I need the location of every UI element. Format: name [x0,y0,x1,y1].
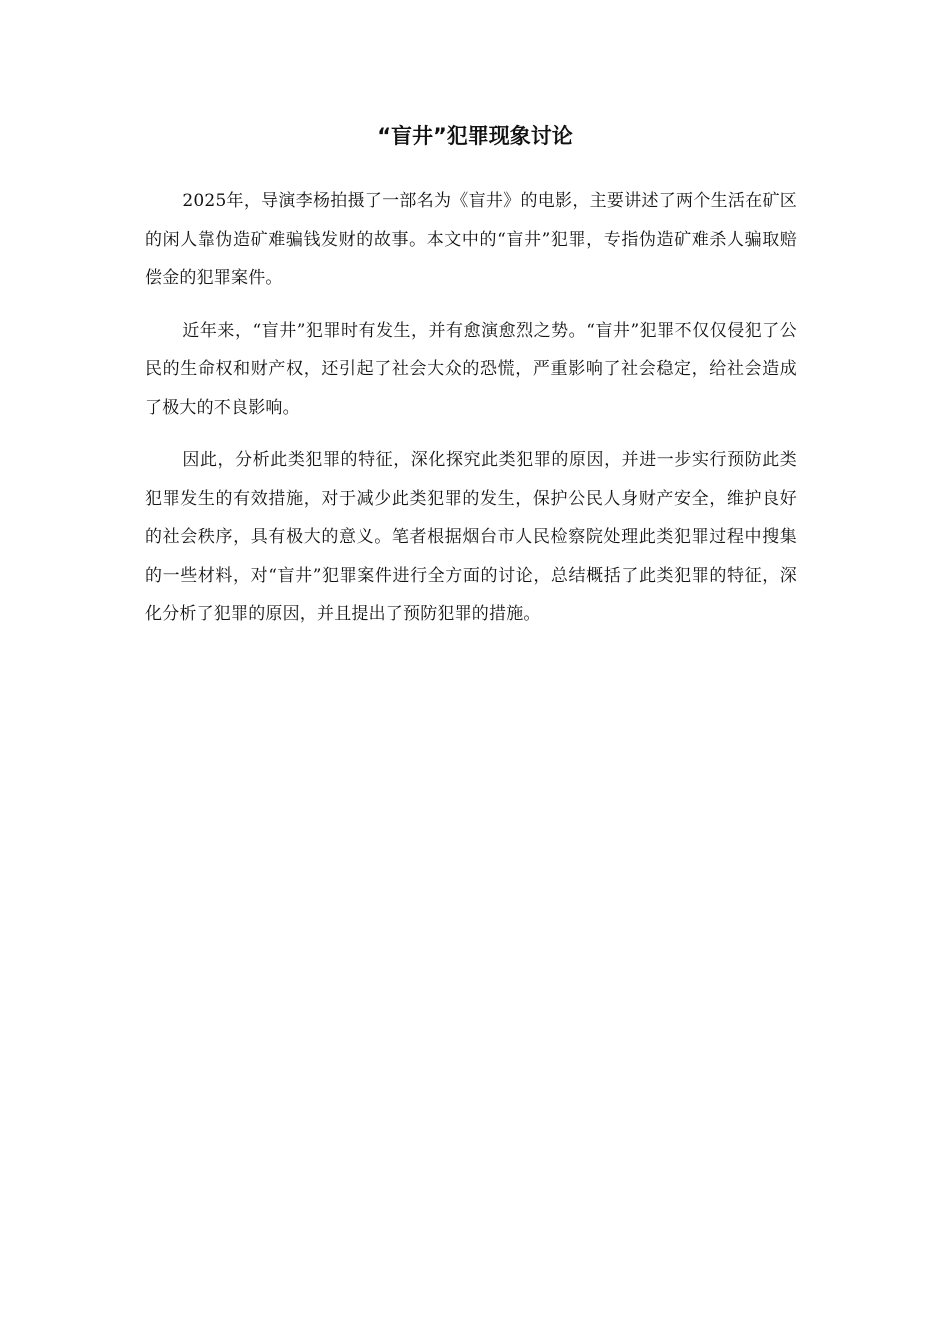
paragraph-3: 因此，分析此类犯罪的特征，深化探究此类犯罪的原因，并进一步实行预防此类犯罪发生的有效措施，对于减少此类犯罪的发生，保护公民人身财产安全，维护良好的社会秩序，具有极大的意义。笔者根据烟台市人民检察院处理此类犯罪过程中搜集的一些材料，对“盲井”犯罪案件进行全方面的讨论，总结概括了此类犯罪的特征，深化分析了犯罪的原因，并且提出了预防犯罪的措施。 [145,450,797,624]
document-title: “盲井”犯罪现象讨论 [377,124,573,148]
paragraph-2: 近年来，“盲井”犯罪时有发生，并有愈演愈烈之势。“盲井”犯罪不仅仅侵犯了公民的生命权和财产权，还引起了社会大众的恐慌，严重影响了社会稳定，给社会造成了极大的不良影响。 [145,320,797,418]
paragraph-1: 2025年，导演李杨拍摄了一部名为《盲井》的电影，主要讲述了两个生活在矿区的闲人靠伪造矿难骗钱发财的故事。本文中的“盲井”犯罪，专指伪造矿难杀人骗取赔偿金的犯罪案件。 [145,191,797,288]
document-body [145,182,797,648]
